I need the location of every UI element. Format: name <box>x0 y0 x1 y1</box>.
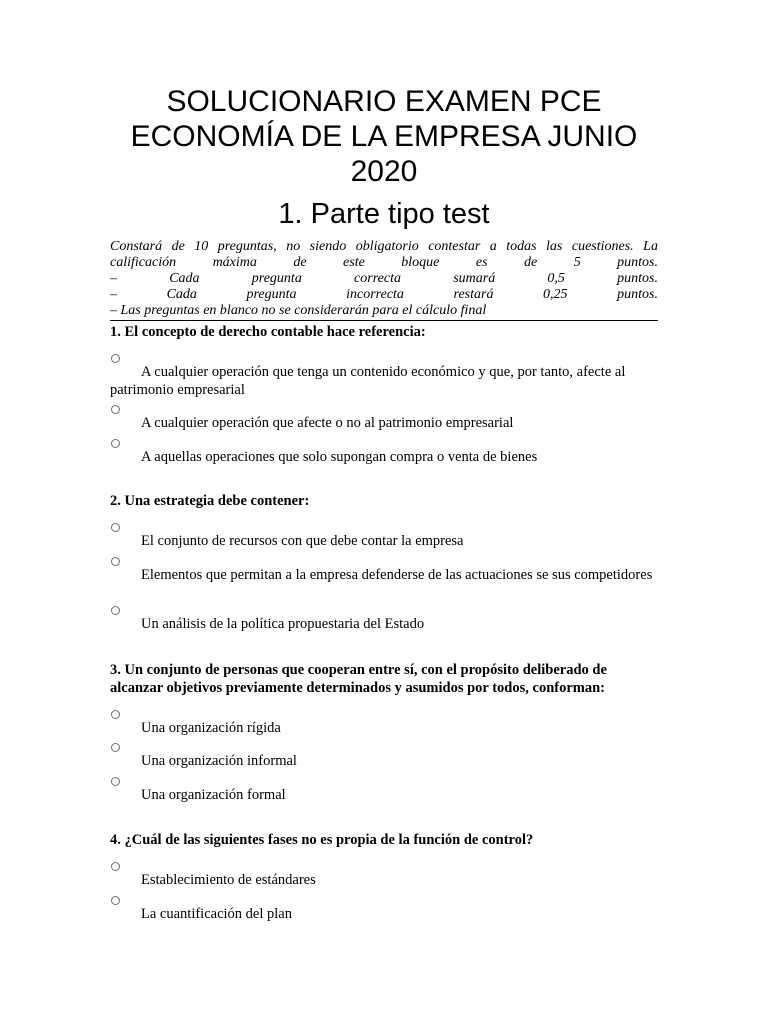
instruction-word: 5 <box>573 255 581 270</box>
instruction-word: sumará <box>453 271 496 286</box>
answer-option[interactable] <box>110 405 662 432</box>
instruction-word: restará <box>453 287 494 302</box>
instruction-word: las <box>546 239 563 254</box>
instruction-word: calificación <box>110 255 177 270</box>
instruction-word: todas <box>506 239 537 254</box>
instruction-word: pregunta <box>246 287 297 302</box>
instruction-word: Cada <box>169 271 200 286</box>
instruction-line <box>110 271 658 287</box>
radio-button-icon[interactable] <box>111 710 120 719</box>
instruction-word: bloque <box>401 255 440 270</box>
answer-option-text: A cualquier operación que afecte o no al patrimonio empresarial <box>141 415 514 431</box>
answer-option-text: Establecimiento de estándares <box>141 872 316 888</box>
instruction-word: de <box>293 255 307 270</box>
question-3 <box>110 661 662 803</box>
instruction-word: pregunta <box>251 271 302 286</box>
question-2 <box>110 492 662 632</box>
instruction-word: cuestiones. <box>571 239 634 254</box>
answer-option-text: La cuantificación del plan <box>141 906 292 922</box>
answer-option[interactable] <box>110 777 662 804</box>
instruction-word: puntos. <box>617 255 658 270</box>
instruction-word: siendo <box>309 239 347 254</box>
question-4 <box>110 831 662 922</box>
question-1 <box>110 323 662 465</box>
instruction-line <box>110 239 658 255</box>
instruction-word: – <box>110 271 117 286</box>
question-title: 3. Un conjunto de personas que cooperan entre sí, con el propósito deliberado de alcanzar objetivos previamente determinados y asumidos por todos, conforman: <box>110 662 607 696</box>
radio-button-icon[interactable] <box>111 896 120 905</box>
instruction-word: puntos. <box>617 287 658 302</box>
answer-option[interactable] <box>110 439 662 466</box>
instruction-word: máxima <box>212 255 257 270</box>
answer-option-text: A cualquier operación que tenga un contenido económico y que, por tanto, afecte al patrimonio empresarial <box>110 364 626 398</box>
answer-option-text: A aquellas operaciones que solo supongan compra o venta de bienes <box>141 449 538 465</box>
document-title <box>100 84 668 189</box>
instruction-word: Cada <box>166 287 197 302</box>
instruction-line <box>110 303 658 319</box>
radio-button-icon[interactable] <box>111 405 120 414</box>
answer-option[interactable] <box>110 710 662 737</box>
answer-option[interactable] <box>110 896 662 923</box>
radio-button-icon[interactable] <box>111 743 120 752</box>
instruction-word: a <box>489 239 497 254</box>
answer-option[interactable] <box>110 557 662 584</box>
answer-option[interactable] <box>110 862 662 889</box>
instruction-word: de <box>524 255 538 270</box>
instruction-word: 10 <box>194 239 209 254</box>
question-title: 4. ¿Cuál de las siguientes fases no es propia de la función de control? <box>110 832 534 848</box>
title-line-1: SOLUCIONARIO EXAMEN PCE <box>166 85 602 118</box>
answer-option[interactable] <box>110 743 662 770</box>
radio-button-icon[interactable] <box>111 523 120 532</box>
radio-button-icon[interactable] <box>111 439 120 448</box>
instruction-word: – <box>110 287 117 302</box>
question-title: 1. El concepto de derecho contable hace referencia: <box>110 324 426 340</box>
instruction-word: puntos. <box>617 271 658 286</box>
radio-button-icon[interactable] <box>111 777 120 786</box>
answer-option[interactable] <box>110 606 662 633</box>
exam-instructions <box>110 239 658 321</box>
answer-option-text: Elementos que permitan a la empresa defenderse de las actuaciones se sus competidores <box>141 567 653 583</box>
instruction-word: incorrecta <box>346 287 404 302</box>
instruction-word: de <box>171 239 185 254</box>
section-heading: 1. Parte tipo test <box>278 198 490 230</box>
answer-option-text: Una organización rígida <box>141 720 281 736</box>
answer-option-text: Una organización informal <box>141 753 297 769</box>
radio-button-icon[interactable] <box>111 557 120 566</box>
radio-button-icon[interactable] <box>111 354 120 363</box>
answer-option-text: Una organización formal <box>141 787 286 803</box>
instruction-word: correcta <box>354 271 401 286</box>
instruction-word: 0,5 <box>547 271 565 286</box>
title-line-2: ECONOMÍA DE LA EMPRESA JUNIO <box>130 120 638 153</box>
instruction-word: no <box>286 239 301 254</box>
instruction-word: este <box>343 255 365 270</box>
question-title: 2. Una estrategia debe contener: <box>110 493 310 509</box>
radio-button-icon[interactable] <box>111 606 120 615</box>
instruction-word: obligatorio <box>355 239 419 254</box>
answer-option-text: El conjunto de recursos con que debe contar la empresa <box>141 533 464 549</box>
instruction-word: La <box>643 239 658 254</box>
instruction-word: preguntas, <box>217 239 277 254</box>
instruction-word: – Las preguntas en blanco no se considerarán para el cálculo final <box>110 303 487 318</box>
title-line-3: 2020 <box>350 155 418 188</box>
answer-option-text: Un análisis de la política propuestaria del Estado <box>141 616 425 632</box>
radio-button-icon[interactable] <box>111 862 120 871</box>
instruction-line <box>110 287 658 303</box>
answer-option[interactable] <box>110 354 662 399</box>
instruction-word: 0,25 <box>543 287 568 302</box>
instruction-word: contestar <box>428 239 481 254</box>
instruction-word: es <box>475 255 488 270</box>
instruction-line <box>110 255 658 271</box>
answer-option[interactable] <box>110 523 662 550</box>
instruction-word: Constará <box>110 239 163 254</box>
